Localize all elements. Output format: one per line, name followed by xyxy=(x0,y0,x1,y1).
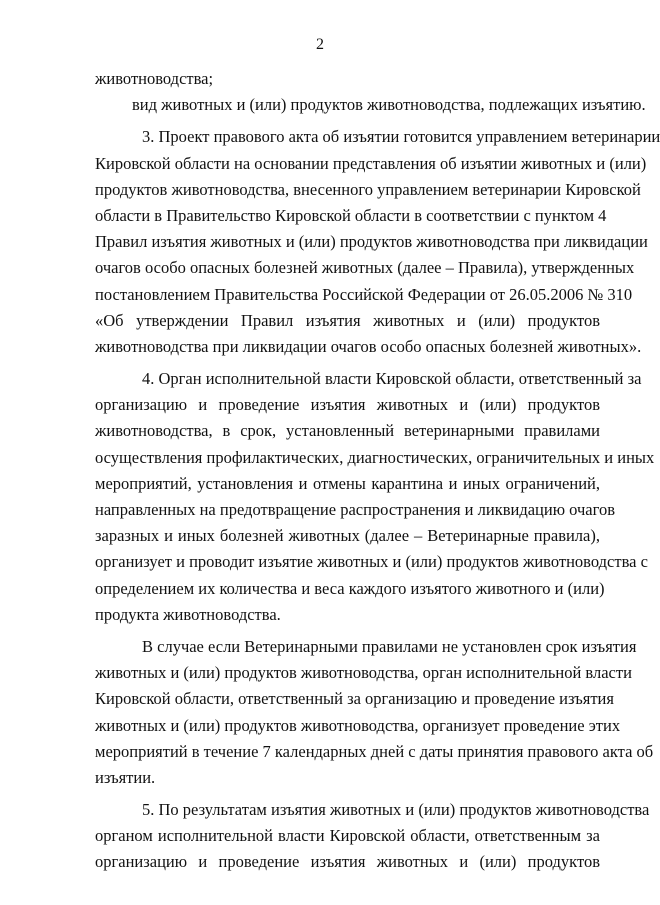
text-line: организацию и проведение изъятия животных и (или) продуктов xyxy=(95,852,600,872)
text-line: животноводства, в срок, установленный ветеринарными правилами xyxy=(95,421,600,441)
text-line: животноводства при ликвидации очагов особо опасных болезней животных». xyxy=(95,336,642,356)
text-line: продукта животноводства. xyxy=(95,604,281,624)
text-line: животноводства; xyxy=(95,69,214,88)
paragraph-4-first-line: 4. Орган исполнительной власти Кировской области, ответственный за xyxy=(142,369,642,389)
paragraph-3-first-line: 3. Проект правового акта об изъятии готовится управлением ветеринарии xyxy=(142,127,660,147)
text-line: осуществления профилактических, диагностических, ограничительных и иных xyxy=(95,447,655,467)
text-line: Кировской области на основании представления об изъятии животных и (или) xyxy=(95,153,647,173)
text-line: животных и (или) продуктов животноводства, организует проведение этих xyxy=(95,715,621,735)
paragraph-exception-first-line: В случае если Ветеринарными правилами не установлен срок изъятия xyxy=(142,636,637,656)
text-line: вид животных и (или) продуктов животноводства, подлежащих изъятию. xyxy=(132,95,646,115)
text-line: продуктов животноводства, внесенного управлением ветеринарии Кировской xyxy=(95,179,641,199)
text-line: направленных на предотвращение распространения и ликвидацию очагов xyxy=(95,500,615,519)
page-number: 2 xyxy=(316,36,324,53)
text-line: мероприятий в течение 7 календарных дней с даты принятия правового акта об xyxy=(95,741,654,761)
text-line: определением их количества и веса каждого изъятого животного и (или) xyxy=(95,578,605,598)
text-line: очагов особо опасных болезней животных (далее – Правила), утвержденных xyxy=(95,258,635,278)
text-line: области в Правительство Кировской области в соответствии с пунктом 4 xyxy=(95,205,607,225)
text-line: заразных и иных болезней животных (далее – Ветеринарные правила), xyxy=(95,526,600,546)
document-body xyxy=(95,66,660,876)
text-line: органом исполнительной власти Кировской области, ответственным за xyxy=(95,826,600,846)
paragraph-5-first-line: 5. По результатам изъятия животных и (или) продуктов животноводства xyxy=(142,800,650,820)
text-line: изъятии. xyxy=(95,767,156,787)
text-line: «Об утверждении Правил изъятия животных и (или) продуктов xyxy=(95,310,600,330)
text-line: животных и (или) продуктов животноводства, орган исполнительной власти xyxy=(95,663,632,683)
text-line: мероприятий, установления и отмены карантина и иных ограничений, xyxy=(95,473,600,493)
text-line: организацию и проведение изъятия животных и (или) продуктов xyxy=(95,395,600,415)
text-line: организует и проводит изъятие животных и (или) продуктов животноводства с xyxy=(95,552,648,572)
text-line: постановлением Правительства Российской Федерации от 26.05.2006 № 310 xyxy=(95,284,633,304)
text-line: Правил изъятия животных и (или) продуктов животноводства при ликвидации xyxy=(95,232,648,252)
text-line: Кировской области, ответственный за организацию и проведение изъятия xyxy=(95,689,614,709)
